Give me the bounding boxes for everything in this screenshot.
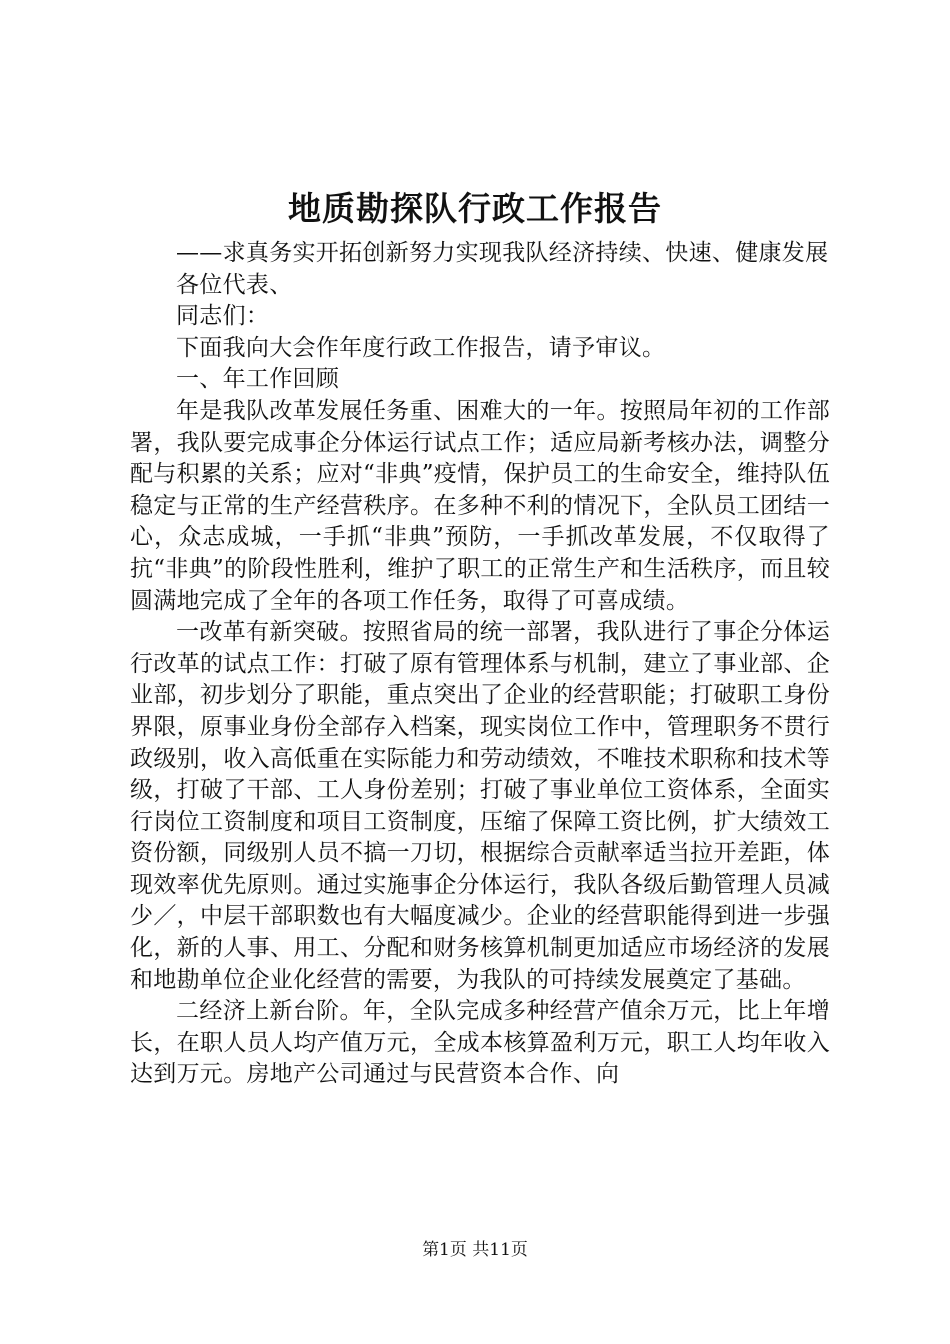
subtitle-paragraph: ——求真务实开拓创新努力实现我队经济持续、快速、健康发展 [176, 240, 829, 266]
document-title: 地质勘探队行政工作报告 [288, 189, 662, 228]
page-number-footer: 第1页 共11页 [422, 1240, 528, 1260]
body-paragraph: 年是我队改革发展任务重、困难大的一年。按照局年初的工作部署，我队要完成事企分体运行试点工作；适应局新考核办法，调整分配与积累的关系；应对“非典”疫情，保护员工的生命安全，维持队伍稳定与正常的生产经营秩序。在多种不利的情况下，全队员工团结一心，众志成城，一手抓“非典”预防，一手抓改革发展，不仅取得了抗“非典”的阶段性胜利，维护了职工的正常生产和生活秩序，而且较圆满地完成了全年的各项工作任务，取得了可喜成绩。 [130, 397, 830, 614]
body-paragraph: 一改革有新突破。按照省局的统一部署，我队进行了事企分体运行改革的试点工作：打破了原有管理体系与机制，建立了事业部、企业部，初步划分了职能，重点突出了企业的经营职能；打破职工身份界限，原事业身份全部存入档案，现实岗位工作中，管理职务不贯行政级别，收入高低重在实际能力和劳动绩效，不唯技术职称和技术等级，打破了干部、工人身份差别；打破了事业单位工资体系，全面实行岗位工资制度和项目工资制度，压缩了保障工资比例，扩大绩效工资份额，同级别人员不搞一刀切，根据综合贡献率适当拉开差距，体现效率优先原则。通过实施事企分体运行，我队各级后勤管理人员减少／，中层干部职数也有大幅度减少。企业的经营职能得到进一步强化，新的人事、用工、分配和财务核算机制更加适应市场经济的发展和地勘单位企业化经营的需要，为我队的可持续发展奠定了基础。 [130, 619, 830, 993]
salutation-representatives: 各位代表、 [176, 271, 293, 298]
section-heading-review: 一、年工作回顾 [176, 366, 340, 393]
body-paragraph: 二经济上新台阶。年，全队完成多种经营产值余万元，比上年增长，在职人员人均产值万元，全成本核算盈利万元，职工人均年收入达到万元。房地产公司通过与民营资本合作、向 [130, 998, 830, 1088]
intro-paragraph: 下面我向大会作年度行政工作报告，请予审议。 [176, 334, 666, 361]
salutation-comrades: 同志们： [176, 303, 270, 330]
document-body [130, 238, 830, 1091]
